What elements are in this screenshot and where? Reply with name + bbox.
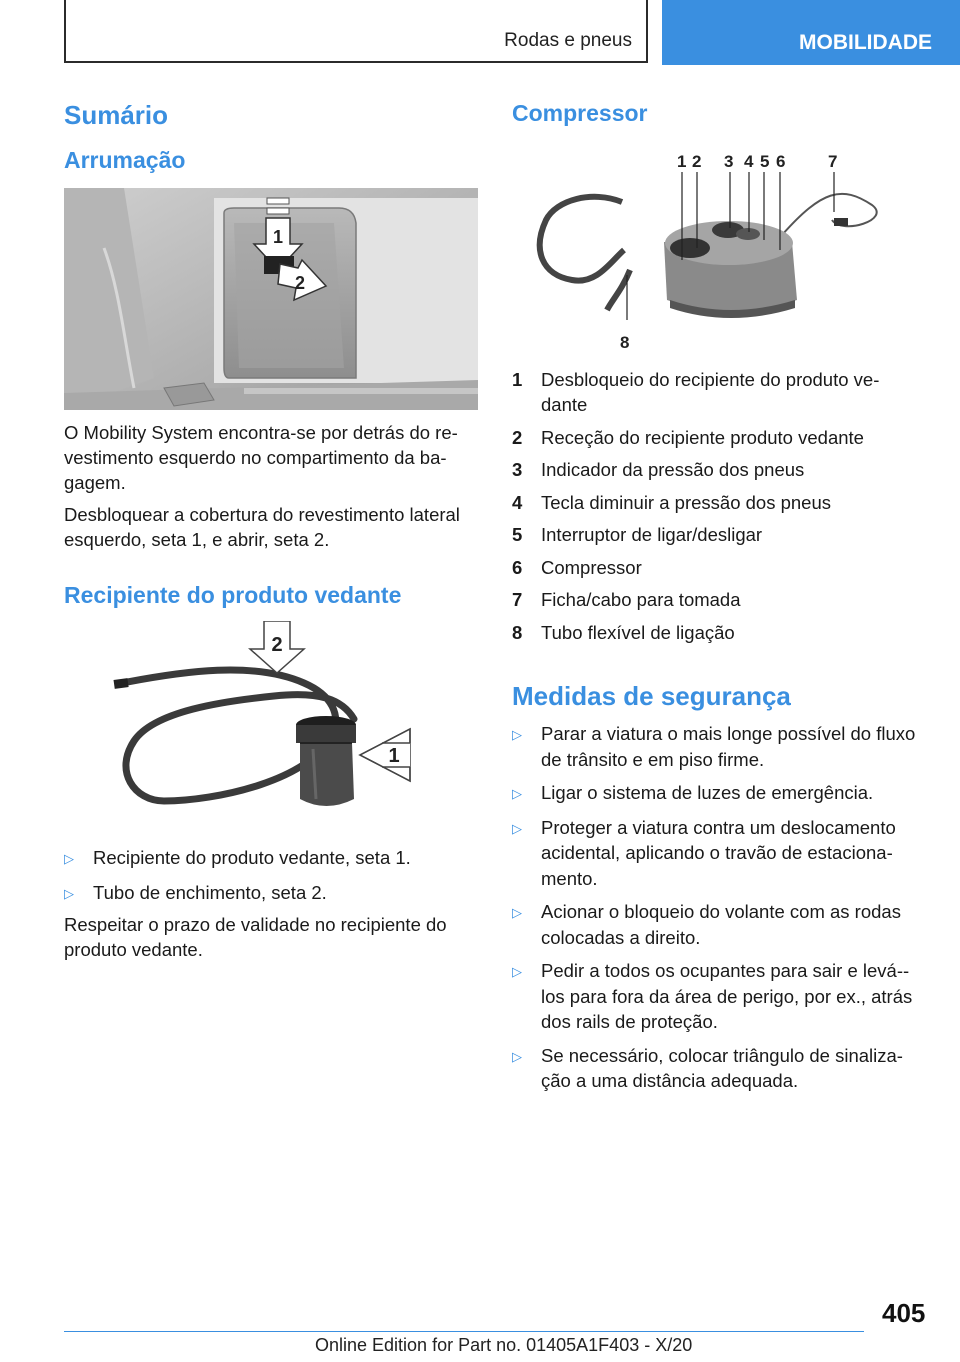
list-item: 2 Receção do recipiente produto vedante — [512, 426, 864, 448]
callout-5: 5 — [760, 151, 770, 171]
callout-7: 7 — [828, 151, 838, 171]
list-item: ▷ Tubo de enchimento, seta 2. — [64, 880, 478, 907]
callout-2: 2 — [692, 151, 702, 171]
callout-1: 1 — [677, 151, 687, 171]
paragraph-unlock: Desbloquear a cobertura do revestimento lateral esquerdo, seta 1, e abrir, seta 2. — [64, 503, 460, 550]
figure-trunk-panel — [64, 188, 478, 410]
paragraph-location: O Mobility System encontra-se por detrás do re-vestimento esquerdo no compartimento da ba-gagem. — [64, 421, 458, 493]
list-item: ▷ Pedir a todos os ocupantes para sair e levá--los para fora da área de perigo, por ex., atrás dos rails de proteção. — [512, 958, 924, 1035]
page-number: 405 — [882, 1298, 926, 1328]
list-item: ▷ Proteger a viatura contra um deslocamento acidental, aplicando o travão de estaciona-mento. — [512, 815, 924, 892]
list-item: 3 Indicador da pressão dos pneus — [512, 459, 805, 481]
callout-8: 8 — [620, 332, 630, 352]
left-column — [64, 100, 478, 962]
list-item: 5 Interruptor de ligar/desligar — [512, 524, 763, 546]
list-item: 6 Compressor — [512, 556, 642, 578]
list-item: 7 Ficha/cabo para tomada — [512, 589, 741, 611]
page-title: Sumário — [64, 100, 169, 130]
list-item: ▷ Parar a viatura o mais longe possível do fluxo de trânsito e em piso firme. — [512, 721, 924, 772]
triangle-right-icon: ▷ — [64, 851, 74, 867]
list-item: ▷ Recipiente do produto vedante, seta 1. — [64, 845, 478, 872]
heading-recipiente: Recipiente do produto vedante — [64, 581, 402, 608]
figure-compressor — [512, 150, 924, 355]
heading-compressor: Compressor — [512, 100, 648, 126]
triangle-right-icon: ▷ — [512, 786, 522, 802]
list-item: 8 Tubo flexível de ligação — [512, 621, 735, 643]
triangle-right-icon: ▷ — [64, 885, 74, 901]
heading-arrumacao: Arrumação — [64, 147, 186, 174]
triangle-right-icon: ▷ — [512, 905, 522, 921]
list-item: ▷ Ligar o sistema de luzes de emergência. — [512, 780, 924, 807]
footer-rule — [64, 1331, 864, 1332]
triangle-right-icon: ▷ — [512, 964, 522, 980]
chapter-tab: MOBILIDADE — [662, 0, 960, 65]
arrow-2-label: 2 — [294, 272, 306, 293]
heading-seguranca: Medidas de segurança — [512, 681, 791, 712]
footer-edition: Online Edition for Part no. 01405A1F403 - X/20 — [315, 1335, 693, 1355]
callout-3: 3 — [724, 151, 734, 171]
paragraph-validity: Respeitar o prazo de validade no recipiente do produto vedante. — [64, 914, 447, 961]
bottle-arrow-1-label: 1 — [388, 745, 400, 768]
triangle-right-icon: ▷ — [512, 1048, 522, 1064]
callout-6: 6 — [776, 151, 786, 171]
callout-4: 4 — [744, 151, 754, 171]
figure-sealant-bottle — [64, 621, 478, 831]
right-column — [512, 100, 924, 1094]
header-box — [64, 0, 648, 63]
triangle-right-icon: ▷ — [512, 727, 522, 743]
list-item: 4 Tecla diminuir a pressão dos pneus — [512, 491, 831, 513]
triangle-right-icon: ▷ — [512, 820, 522, 836]
bottle-arrow-2-label: 2 — [271, 634, 283, 657]
list-item: 1 Desbloqueio do recipiente do produto ve-dante — [512, 368, 880, 416]
arrow-1-label: 1 — [272, 226, 284, 247]
list-item: ▷ Se necessário, colocar triângulo de sinaliza-ção a uma distância adequada. — [512, 1043, 924, 1094]
list-item: ▷ Acionar o bloqueio do volante com as rodas colocadas a direito. — [512, 899, 924, 950]
section-title: Rodas e pneus — [504, 30, 632, 51]
